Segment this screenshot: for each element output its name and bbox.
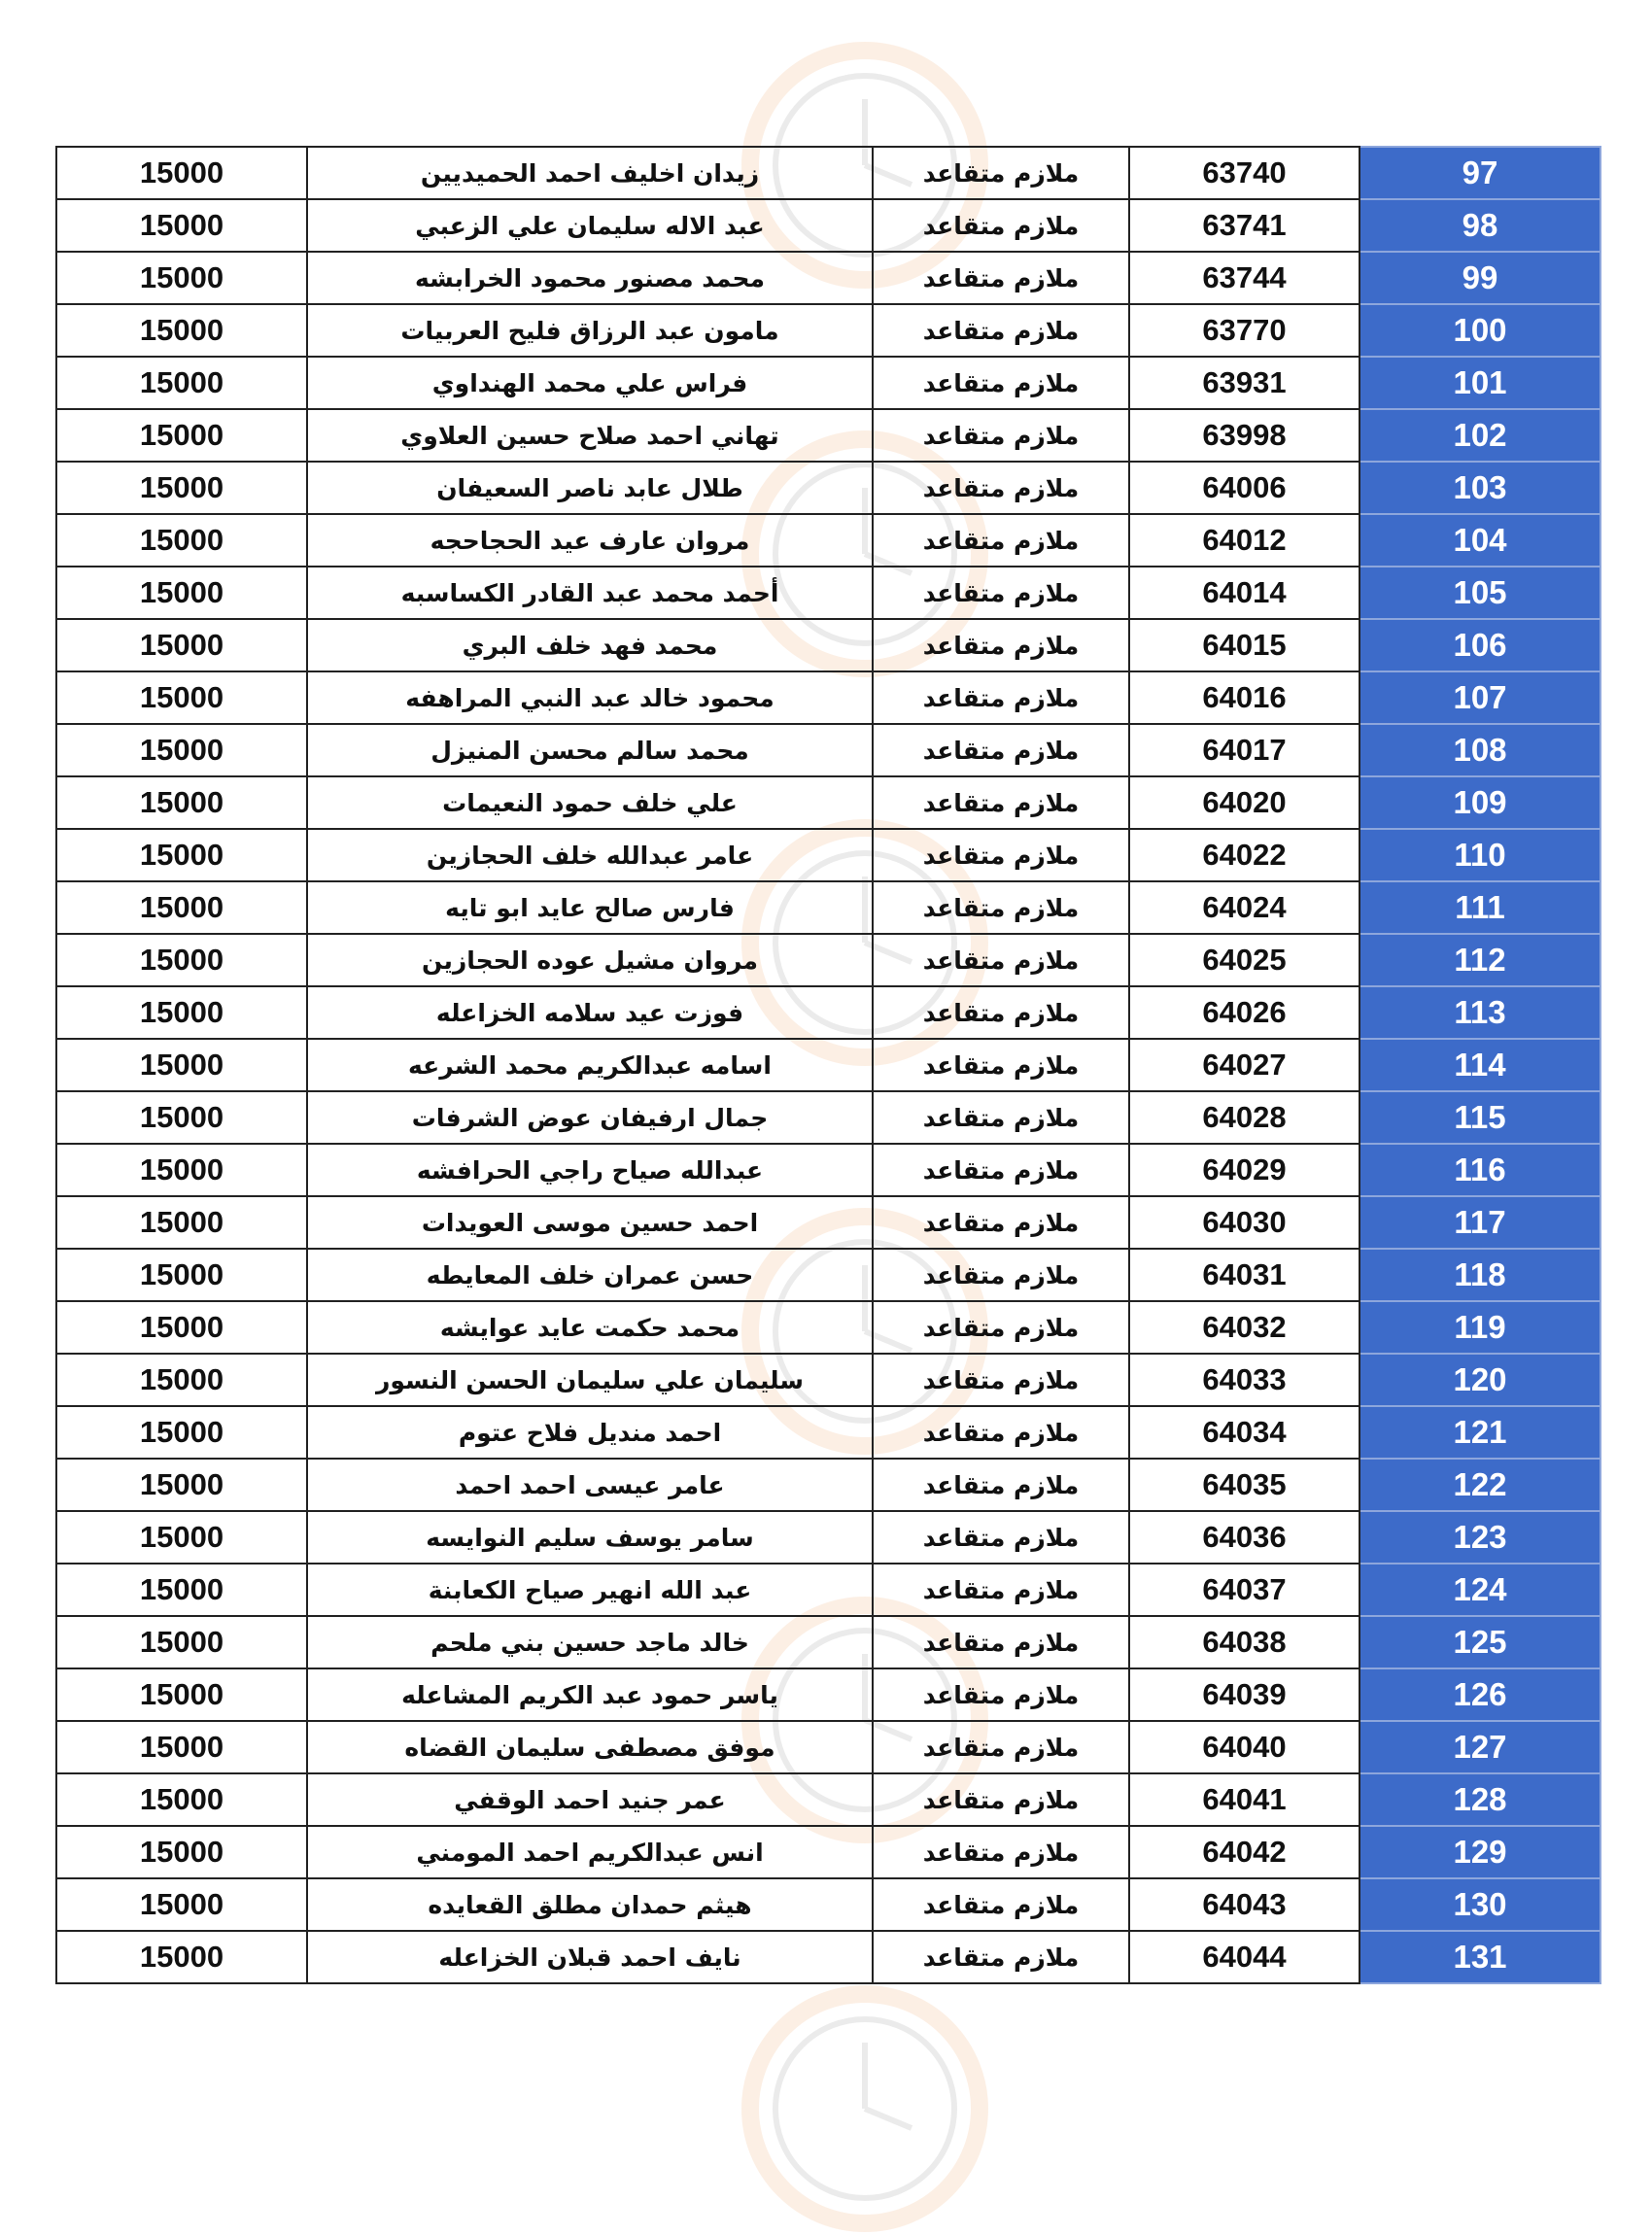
rank-cell: ملازم متقاعد (873, 199, 1129, 252)
amount-cell: 15000 (56, 1144, 307, 1196)
rank-cell: ملازم متقاعد (873, 671, 1129, 724)
name-cell: عامر عبدالله خلف الحجازين (307, 829, 873, 881)
name-cell: اسامه عبدالكريم محمد الشرعه (307, 1039, 873, 1091)
rank-cell: ملازم متقاعد (873, 462, 1129, 514)
table-row (56, 304, 1600, 357)
table-row (56, 409, 1600, 462)
rank-cell: ملازم متقاعد (873, 881, 1129, 934)
amount-cell: 15000 (56, 567, 307, 619)
military-number-cell: 63744 (1129, 252, 1359, 304)
name-cell: حسن عمران خلف المعايطه (307, 1249, 873, 1301)
military-number-cell: 64031 (1129, 1249, 1359, 1301)
sequence-number-cell: 101 (1359, 357, 1600, 409)
sequence-number-cell: 116 (1359, 1144, 1600, 1196)
rank-cell: ملازم متقاعد (873, 1511, 1129, 1564)
military-number-cell: 64036 (1129, 1511, 1359, 1564)
sequence-number-cell: 120 (1359, 1354, 1600, 1406)
amount-cell: 15000 (56, 619, 307, 671)
rank-cell: ملازم متقاعد (873, 514, 1129, 567)
name-cell: علي خلف حمود النعيمات (307, 776, 873, 829)
name-cell: خالد ماجد حسين بني ملحم (307, 1616, 873, 1668)
name-cell: سليمان علي سليمان الحسن النسور (307, 1354, 873, 1406)
rank-cell: ملازم متقاعد (873, 1931, 1129, 1983)
name-cell: مروان عارف عيد الحجاحجه (307, 514, 873, 567)
rank-cell: ملازم متقاعد (873, 1459, 1129, 1511)
name-cell: مروان مشيل عوده الحجازين (307, 934, 873, 986)
name-cell: نايف احمد قبلان الخزاعله (307, 1931, 873, 1983)
rank-cell: ملازم متقاعد (873, 829, 1129, 881)
rank-cell: ملازم متقاعد (873, 567, 1129, 619)
amount-cell: 15000 (56, 1931, 307, 1983)
sequence-number-cell: 104 (1359, 514, 1600, 567)
sequence-number-cell: 107 (1359, 671, 1600, 724)
sequence-number-cell: 123 (1359, 1511, 1600, 1564)
military-number-cell: 64044 (1129, 1931, 1359, 1983)
table-row (56, 776, 1600, 829)
table-row (56, 199, 1600, 252)
rank-cell: ملازم متقاعد (873, 1196, 1129, 1249)
name-cell: عبد الاله سليمان علي الزعبي (307, 199, 873, 252)
military-number-cell: 64034 (1129, 1406, 1359, 1459)
rank-cell: ملازم متقاعد (873, 1354, 1129, 1406)
table-row (56, 1773, 1600, 1826)
rank-cell: ملازم متقاعد (873, 1878, 1129, 1931)
payments-table-body (56, 147, 1600, 1983)
sequence-number-cell: 108 (1359, 724, 1600, 776)
sequence-number-cell: 114 (1359, 1039, 1600, 1091)
amount-cell: 15000 (56, 1511, 307, 1564)
military-number-cell: 63931 (1129, 357, 1359, 409)
name-cell: احمد حسين موسى العويدات (307, 1196, 873, 1249)
amount-cell: 15000 (56, 1459, 307, 1511)
table-row (56, 147, 1600, 199)
amount-cell: 15000 (56, 986, 307, 1039)
rank-cell: ملازم متقاعد (873, 934, 1129, 986)
rank-cell: ملازم متقاعد (873, 252, 1129, 304)
table-row (56, 1826, 1600, 1878)
sequence-number-cell: 109 (1359, 776, 1600, 829)
name-cell: جمال ارفيفان عوض الشرفات (307, 1091, 873, 1144)
amount-cell: 15000 (56, 1091, 307, 1144)
military-number-cell: 64016 (1129, 671, 1359, 724)
sequence-number-cell: 105 (1359, 567, 1600, 619)
amount-cell: 15000 (56, 1668, 307, 1721)
name-cell: محمود خالد عبد النبي المراهفه (307, 671, 873, 724)
rank-cell: ملازم متقاعد (873, 1091, 1129, 1144)
table-row (56, 1039, 1600, 1091)
amount-cell: 15000 (56, 1878, 307, 1931)
name-cell: مامون عبد الرزاق فليح العربيات (307, 304, 873, 357)
amount-cell: 15000 (56, 1406, 307, 1459)
name-cell: هيثم حمدان مطلق القعايده (307, 1878, 873, 1931)
amount-cell: 15000 (56, 199, 307, 252)
sequence-number-cell: 100 (1359, 304, 1600, 357)
amount-cell: 15000 (56, 1721, 307, 1773)
military-number-cell: 64022 (1129, 829, 1359, 881)
table-row (56, 934, 1600, 986)
sequence-number-cell: 99 (1359, 252, 1600, 304)
military-number-cell: 64028 (1129, 1091, 1359, 1144)
military-number-cell: 64038 (1129, 1616, 1359, 1668)
military-number-cell: 64042 (1129, 1826, 1359, 1878)
military-number-cell: 64020 (1129, 776, 1359, 829)
table-row (56, 1564, 1600, 1616)
military-number-cell: 64025 (1129, 934, 1359, 986)
table-row (56, 1091, 1600, 1144)
rank-cell: ملازم متقاعد (873, 1249, 1129, 1301)
sequence-number-cell: 130 (1359, 1878, 1600, 1931)
name-cell: عبدالله صياح راجي الحرافشه (307, 1144, 873, 1196)
name-cell: عبد الله انهير صياح الكعابنة (307, 1564, 873, 1616)
rank-cell: ملازم متقاعد (873, 776, 1129, 829)
rank-cell: ملازم متقاعد (873, 1564, 1129, 1616)
sequence-number-cell: 124 (1359, 1564, 1600, 1616)
amount-cell: 15000 (56, 252, 307, 304)
military-number-cell: 64015 (1129, 619, 1359, 671)
amount-cell: 15000 (56, 724, 307, 776)
sequence-number-cell: 127 (1359, 1721, 1600, 1773)
sequence-number-cell: 113 (1359, 986, 1600, 1039)
name-cell: محمد فهد خلف البري (307, 619, 873, 671)
table-row (56, 1144, 1600, 1196)
table-row (56, 1931, 1600, 1983)
table-row (56, 1406, 1600, 1459)
amount-cell: 15000 (56, 776, 307, 829)
rank-cell: ملازم متقاعد (873, 1668, 1129, 1721)
rank-cell: ملازم متقاعد (873, 409, 1129, 462)
amount-cell: 15000 (56, 357, 307, 409)
sequence-number-cell: 119 (1359, 1301, 1600, 1354)
military-number-cell: 64033 (1129, 1354, 1359, 1406)
military-number-cell: 64040 (1129, 1721, 1359, 1773)
name-cell: طلال عابد ناصر السعيفان (307, 462, 873, 514)
sequence-number-cell: 117 (1359, 1196, 1600, 1249)
rank-cell: ملازم متقاعد (873, 1826, 1129, 1878)
military-number-cell: 64024 (1129, 881, 1359, 934)
table-row (56, 1878, 1600, 1931)
amount-cell: 15000 (56, 1301, 307, 1354)
name-cell: محمد حكمت عايد عوايشه (307, 1301, 873, 1354)
table-row (56, 252, 1600, 304)
military-number-cell: 64043 (1129, 1878, 1359, 1931)
sequence-number-cell: 111 (1359, 881, 1600, 934)
rank-cell: ملازم متقاعد (873, 986, 1129, 1039)
table-row (56, 881, 1600, 934)
amount-cell: 15000 (56, 881, 307, 934)
table-row (56, 462, 1600, 514)
name-cell: تهاني احمد صلاح حسين العلاوي (307, 409, 873, 462)
sequence-number-cell: 106 (1359, 619, 1600, 671)
rank-cell: ملازم متقاعد (873, 1616, 1129, 1668)
name-cell: فوزت عيد سلامه الخزاعله (307, 986, 873, 1039)
name-cell: أحمد محمد عبد القادر الكساسبه (307, 567, 873, 619)
military-number-cell: 64027 (1129, 1039, 1359, 1091)
sequence-number-cell: 118 (1359, 1249, 1600, 1301)
table-row (56, 724, 1600, 776)
rank-cell: ملازم متقاعد (873, 1773, 1129, 1826)
military-number-cell: 63740 (1129, 147, 1359, 199)
amount-cell: 15000 (56, 304, 307, 357)
table-row (56, 619, 1600, 671)
military-number-cell: 64026 (1129, 986, 1359, 1039)
rank-cell: ملازم متقاعد (873, 147, 1129, 199)
rank-cell: ملازم متقاعد (873, 724, 1129, 776)
rank-cell: ملازم متقاعد (873, 304, 1129, 357)
amount-cell: 15000 (56, 1616, 307, 1668)
amount-cell: 15000 (56, 1564, 307, 1616)
amount-cell: 15000 (56, 462, 307, 514)
rank-cell: ملازم متقاعد (873, 619, 1129, 671)
name-cell: احمد منديل فلاح عتوم (307, 1406, 873, 1459)
table-row (56, 567, 1600, 619)
amount-cell: 15000 (56, 409, 307, 462)
military-number-cell: 64029 (1129, 1144, 1359, 1196)
name-cell: ياسر حمود عبد الكريم المشاعله (307, 1668, 873, 1721)
name-cell: سامر يوسف سليم النوايسه (307, 1511, 873, 1564)
table-row (56, 1196, 1600, 1249)
military-number-cell: 63770 (1129, 304, 1359, 357)
sequence-number-cell: 126 (1359, 1668, 1600, 1721)
sequence-number-cell: 128 (1359, 1773, 1600, 1826)
military-number-cell: 64032 (1129, 1301, 1359, 1354)
rank-cell: ملازم متقاعد (873, 1039, 1129, 1091)
sequence-number-cell: 103 (1359, 462, 1600, 514)
amount-cell: 15000 (56, 147, 307, 199)
rank-cell: ملازم متقاعد (873, 1721, 1129, 1773)
sequence-number-cell: 125 (1359, 1616, 1600, 1668)
sequence-number-cell: 102 (1359, 409, 1600, 462)
sequence-number-cell: 131 (1359, 1931, 1600, 1983)
military-number-cell: 64006 (1129, 462, 1359, 514)
military-number-cell: 64041 (1129, 1773, 1359, 1826)
name-cell: موفق مصطفى سليمان القضاه (307, 1721, 873, 1773)
table-row (56, 829, 1600, 881)
amount-cell: 15000 (56, 1196, 307, 1249)
table-row (56, 671, 1600, 724)
table-row (56, 1354, 1600, 1406)
table-row (56, 1616, 1600, 1668)
name-cell: زيدان اخليف احمد الحميديين (307, 147, 873, 199)
amount-cell: 15000 (56, 1039, 307, 1091)
name-cell: عامر عيسى احمد احمد (307, 1459, 873, 1511)
military-number-cell: 63998 (1129, 409, 1359, 462)
military-number-cell: 64017 (1129, 724, 1359, 776)
name-cell: فارس صالح عايد ابو تايه (307, 881, 873, 934)
amount-cell: 15000 (56, 671, 307, 724)
payments-table (55, 146, 1601, 1984)
military-number-cell: 64039 (1129, 1668, 1359, 1721)
military-number-cell: 64035 (1129, 1459, 1359, 1511)
name-cell: محمد سالم محسن المنيزل (307, 724, 873, 776)
table-row (56, 1301, 1600, 1354)
sequence-number-cell: 98 (1359, 199, 1600, 252)
amount-cell: 15000 (56, 829, 307, 881)
sequence-number-cell: 97 (1359, 147, 1600, 199)
sequence-number-cell: 112 (1359, 934, 1600, 986)
amount-cell: 15000 (56, 934, 307, 986)
table-row (56, 1721, 1600, 1773)
rank-cell: ملازم متقاعد (873, 1406, 1129, 1459)
military-number-cell: 64012 (1129, 514, 1359, 567)
name-cell: محمد مصنور محمود الخرابشه (307, 252, 873, 304)
table-row (56, 514, 1600, 567)
name-cell: انس عبدالكريم احمد المومني (307, 1826, 873, 1878)
sequence-number-cell: 129 (1359, 1826, 1600, 1878)
rank-cell: ملازم متقاعد (873, 357, 1129, 409)
military-number-cell: 63741 (1129, 199, 1359, 252)
sequence-number-cell: 121 (1359, 1406, 1600, 1459)
sequence-number-cell: 110 (1359, 829, 1600, 881)
military-number-cell: 64014 (1129, 567, 1359, 619)
sequence-number-cell: 115 (1359, 1091, 1600, 1144)
table-row (56, 1511, 1600, 1564)
amount-cell: 15000 (56, 1826, 307, 1878)
name-cell: عمر جنيد احمد الوقفي (307, 1773, 873, 1826)
rank-cell: ملازم متقاعد (873, 1144, 1129, 1196)
table-row (56, 1459, 1600, 1511)
amount-cell: 15000 (56, 1773, 307, 1826)
amount-cell: 15000 (56, 514, 307, 567)
table-row (56, 1249, 1600, 1301)
military-number-cell: 64037 (1129, 1564, 1359, 1616)
table-row (56, 357, 1600, 409)
watermark-clock-logo (739, 1982, 991, 2235)
table-row (56, 986, 1600, 1039)
amount-cell: 15000 (56, 1249, 307, 1301)
rank-cell: ملازم متقاعد (873, 1301, 1129, 1354)
table-row (56, 1668, 1600, 1721)
sequence-number-cell: 122 (1359, 1459, 1600, 1511)
name-cell: فراس علي محمد الهنداوي (307, 357, 873, 409)
military-number-cell: 64030 (1129, 1196, 1359, 1249)
amount-cell: 15000 (56, 1354, 307, 1406)
